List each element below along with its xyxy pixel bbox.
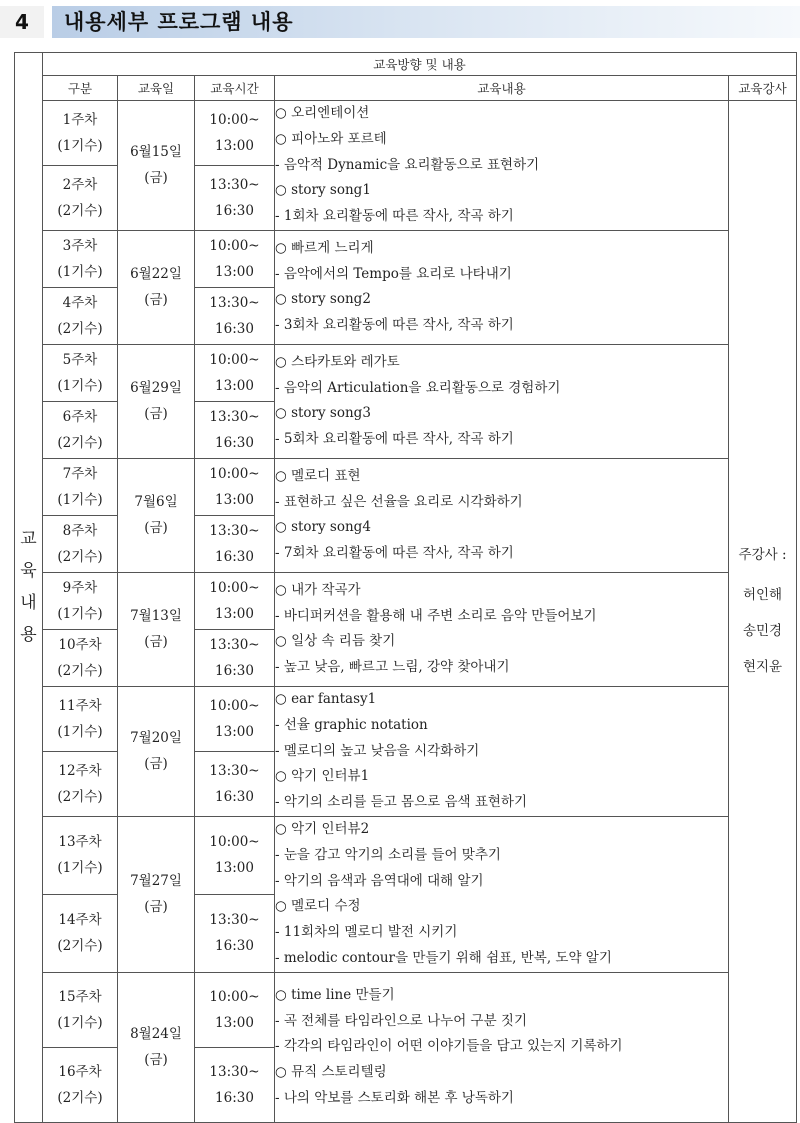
- time-text: 13:30~: [209, 1063, 260, 1080]
- content-line: - 각각의 타임라인이 어떤 이야기들을 담고 있는지 기록하기: [275, 1038, 623, 1055]
- col-header-lecturer: 교육강사: [729, 76, 797, 101]
- time-text: 16:30: [215, 434, 254, 451]
- content-cell: [275, 230, 729, 344]
- col-header-date: 교육일: [118, 76, 195, 101]
- content-line: - 높고 낮음, 빠르고 느림, 강약 찾아내기: [275, 659, 510, 676]
- time-text: 13:00: [215, 1014, 254, 1031]
- content-line: ○ story song2: [275, 291, 371, 308]
- side-label-char: 육: [20, 561, 37, 582]
- content-line: - 표현하고 싶은 선율을 요리로 시각화하기: [275, 493, 523, 510]
- lecturer-name: 현지윤: [742, 659, 783, 676]
- week-text: (2기수): [57, 434, 103, 451]
- time-cell: [195, 515, 275, 572]
- content-line: - 음악에서의 Tempo를 요리로 나타내기: [275, 265, 512, 282]
- time-cell: [195, 686, 275, 751]
- content-line: ○ 악기 인터뷰1: [275, 768, 370, 785]
- table-row: [15, 686, 797, 751]
- side-label-char: 내: [20, 593, 37, 614]
- content-line: ○ story song3: [275, 405, 371, 422]
- content-line: - 곡 전체를 타임라인으로 나누어 구분 짓기: [275, 1012, 528, 1029]
- week-cell: [43, 751, 118, 816]
- week-text: 13주차: [58, 834, 102, 851]
- content-line: - melodic contour을 만들기 위해 쉼표, 반복, 도약 알기: [275, 949, 612, 966]
- time-cell: [195, 165, 275, 230]
- content-line: ○ time line 만들기: [275, 986, 395, 1003]
- date-text: (금): [144, 634, 168, 651]
- content-line: ○ 일상 속 리듬 찾기: [275, 633, 396, 650]
- time-text: 10:00~: [209, 237, 260, 254]
- content-line: ○ 내가 작곡가: [275, 581, 361, 598]
- time-text: 13:00: [215, 137, 254, 154]
- lecturer-name: 허인해: [742, 587, 783, 604]
- date-cell: [118, 686, 195, 816]
- content-line: - 악기의 음색과 음역대에 대해 알기: [275, 872, 484, 889]
- table-row: [15, 572, 797, 629]
- time-text: 10:00~: [209, 697, 260, 714]
- time-text: 16:30: [215, 548, 254, 565]
- content-line: ○ 뮤직 스토리텔링: [275, 1064, 387, 1081]
- content-line: ○ 악기 인터뷰2: [275, 820, 370, 837]
- time-text: 16:30: [215, 202, 254, 219]
- date-text: 7월6일: [134, 494, 178, 511]
- date-text: (금): [144, 520, 168, 537]
- content-line: - 음악적 Dynamic을 요리활동으로 표현하기: [275, 156, 540, 173]
- date-text: (금): [144, 899, 168, 916]
- time-cell: [195, 972, 275, 1047]
- time-text: 13:00: [215, 263, 254, 280]
- week-text: 11주차: [58, 697, 102, 714]
- week-text: (2기수): [57, 320, 103, 337]
- time-text: 13:30~: [209, 522, 260, 539]
- week-text: 14주차: [58, 912, 102, 929]
- date-text: 6월15일: [130, 144, 182, 161]
- content-line: ○ 스타카토와 레가토: [275, 353, 400, 370]
- time-cell: [195, 230, 275, 287]
- program-table: [14, 52, 797, 1123]
- time-text: 10:00~: [209, 111, 260, 128]
- content-line: - 악기의 소리를 듣고 몸으로 음색 표현하기: [275, 794, 528, 811]
- section-title: 내용세부 프로그램 내용: [64, 10, 294, 34]
- time-text: 13:00: [215, 605, 254, 622]
- time-cell: [195, 572, 275, 629]
- week-text: (1기수): [57, 491, 103, 508]
- content-line: - 7회차 요리활동에 따른 작사, 작곡 하기: [275, 545, 514, 562]
- date-text: (금): [144, 406, 168, 423]
- content-line: ○ story song4: [275, 519, 371, 536]
- week-cell: [43, 816, 118, 894]
- content-line: ○ ear fantasy1: [275, 690, 377, 707]
- lecturer-name: 주강사 :: [738, 547, 787, 564]
- week-cell: [43, 401, 118, 458]
- section-header: [0, 6, 800, 38]
- week-cell: [43, 458, 118, 515]
- week-cell: [43, 344, 118, 401]
- time-text: 13:30~: [209, 294, 260, 311]
- table-row: [15, 972, 797, 1047]
- time-cell: [195, 458, 275, 515]
- time-text: 13:30~: [209, 176, 260, 193]
- time-cell: [195, 816, 275, 894]
- content-cell: [275, 816, 729, 972]
- week-text: (2기수): [57, 1089, 103, 1106]
- content-line: - 3회차 요리활동에 따른 작사, 작곡 하기: [275, 317, 514, 334]
- date-cell: [118, 458, 195, 572]
- time-text: 13:00: [215, 860, 254, 877]
- time-cell: [195, 401, 275, 458]
- week-cell: [43, 1047, 118, 1122]
- week-text: (1기수): [57, 377, 103, 394]
- week-text: 12주차: [58, 762, 102, 779]
- week-text: 16주차: [58, 1063, 102, 1080]
- date-text: 8월24일: [130, 1026, 182, 1043]
- time-text: 10:00~: [209, 465, 260, 482]
- date-cell: [118, 572, 195, 686]
- time-text: 13:30~: [209, 636, 260, 653]
- date-text: (금): [144, 756, 168, 773]
- side-label-char: 용: [20, 625, 37, 646]
- week-text: (1기수): [57, 263, 103, 280]
- date-cell: [118, 230, 195, 344]
- col-header-content: 교육내용: [275, 76, 729, 101]
- time-text: 16:30: [215, 662, 254, 679]
- table-row: [15, 816, 797, 894]
- content-line: - 11회차의 멜로디 발전 시키기: [275, 924, 458, 941]
- time-cell: [195, 287, 275, 344]
- week-text: (2기수): [57, 202, 103, 219]
- content-line: ○ 피아노와 포르테: [275, 130, 387, 147]
- table-row: [15, 344, 797, 401]
- content-line: - 음악의 Articulation을 요리활동으로 경험하기: [275, 379, 561, 396]
- side-label: [15, 53, 43, 1123]
- week-text: 4주차: [62, 294, 98, 311]
- week-text: 9주차: [62, 579, 98, 596]
- lecturer-cell: [729, 101, 797, 1123]
- content-cell: [275, 458, 729, 572]
- week-text: (2기수): [57, 548, 103, 565]
- time-text: 16:30: [215, 938, 254, 955]
- time-text: 10:00~: [209, 834, 260, 851]
- week-cell: [43, 629, 118, 686]
- time-text: 10:00~: [209, 988, 260, 1005]
- time-cell: [195, 751, 275, 816]
- date-text: (금): [144, 1052, 168, 1069]
- week-text: 8주차: [62, 522, 98, 539]
- content-cell: [275, 972, 729, 1122]
- week-text: 1주차: [62, 111, 98, 128]
- group-header: 교육방향 및 내용: [43, 53, 797, 76]
- content-line: ○ 멜로디 표현: [275, 467, 361, 484]
- time-cell: [195, 101, 275, 166]
- date-text: (금): [144, 170, 168, 187]
- week-text: 7주차: [62, 465, 98, 482]
- table-row: [15, 101, 797, 166]
- date-text: 6월22일: [130, 266, 182, 283]
- week-cell: [43, 287, 118, 344]
- time-text: 13:00: [215, 723, 254, 740]
- time-text: 13:00: [215, 491, 254, 508]
- week-cell: [43, 686, 118, 751]
- table-row: [15, 230, 797, 287]
- week-text: (1기수): [57, 137, 103, 154]
- week-text: 6주차: [62, 408, 98, 425]
- week-text: (1기수): [57, 1014, 103, 1031]
- time-text: 13:30~: [209, 408, 260, 425]
- section-number: 4: [0, 6, 44, 38]
- date-text: 6월29일: [130, 380, 182, 397]
- time-text: 16:30: [215, 320, 254, 337]
- date-cell: [118, 816, 195, 972]
- date-text: 7월27일: [130, 873, 182, 890]
- content-cell: [275, 686, 729, 816]
- week-cell: [43, 894, 118, 972]
- content-cell: [275, 572, 729, 686]
- content-line: ○ 멜로디 수정: [275, 898, 361, 915]
- content-line: ○ story song1: [275, 182, 371, 199]
- time-text: 13:30~: [209, 762, 260, 779]
- table-row: [15, 458, 797, 515]
- week-text: (2기수): [57, 662, 103, 679]
- content-line: - 1회차 요리활동에 따른 작사, 작곡 하기: [275, 208, 514, 225]
- content-line: ○ 오리엔테이션: [275, 105, 370, 121]
- week-cell: [43, 230, 118, 287]
- content-line: ○ 빠르게 느리게: [275, 239, 374, 256]
- time-text: 13:30~: [209, 912, 260, 929]
- content-line: - 눈을 감고 악기의 소리를 들어 맞추기: [275, 846, 501, 863]
- week-cell: [43, 515, 118, 572]
- week-text: (2기수): [57, 938, 103, 955]
- content-line: - 5회차 요리활동에 따른 작사, 작곡 하기: [275, 431, 514, 448]
- date-text: (금): [144, 292, 168, 309]
- week-text: 10주차: [58, 636, 102, 653]
- week-text: 15주차: [58, 988, 102, 1005]
- time-cell: [195, 344, 275, 401]
- content-line: - 선율 graphic notation: [275, 716, 428, 733]
- col-header-time: 교육시간: [195, 76, 275, 101]
- date-cell: [118, 344, 195, 458]
- week-text: 3주차: [62, 237, 98, 254]
- week-cell: [43, 572, 118, 629]
- content-line: - 멜로디의 높고 낮음을 시각화하기: [275, 742, 480, 759]
- week-cell: [43, 972, 118, 1047]
- content-cell: [275, 101, 729, 231]
- time-text: 16:30: [215, 788, 254, 805]
- week-cell: [43, 165, 118, 230]
- time-cell: [195, 629, 275, 686]
- week-cell: [43, 101, 118, 166]
- week-text: (1기수): [57, 723, 103, 740]
- date-text: 7월20일: [130, 730, 182, 747]
- time-text: 13:00: [215, 377, 254, 394]
- column-header-row: [15, 76, 797, 101]
- date-text: 7월13일: [130, 608, 182, 625]
- time-text: 10:00~: [209, 351, 260, 368]
- time-text: 16:30: [215, 1089, 254, 1106]
- week-text: (2기수): [57, 788, 103, 805]
- content-cell: [275, 344, 729, 458]
- side-label-char: 교: [20, 529, 37, 550]
- date-cell: [118, 972, 195, 1122]
- time-text: 10:00~: [209, 579, 260, 596]
- time-cell: [195, 1047, 275, 1122]
- col-header-category: 구분: [43, 76, 118, 101]
- week-text: (1기수): [57, 605, 103, 622]
- content-line: - 바디퍼커션을 활용해 내 주변 소리로 음악 만들어보기: [275, 607, 597, 624]
- date-cell: [118, 101, 195, 231]
- week-text: (1기수): [57, 860, 103, 877]
- week-text: 5주차: [62, 351, 98, 368]
- week-text: 2주차: [62, 176, 98, 193]
- content-line: - 나의 악보를 스토리화 해본 후 낭독하기: [275, 1089, 514, 1106]
- lecturer-name: 송민경: [742, 623, 783, 640]
- time-cell: [195, 894, 275, 972]
